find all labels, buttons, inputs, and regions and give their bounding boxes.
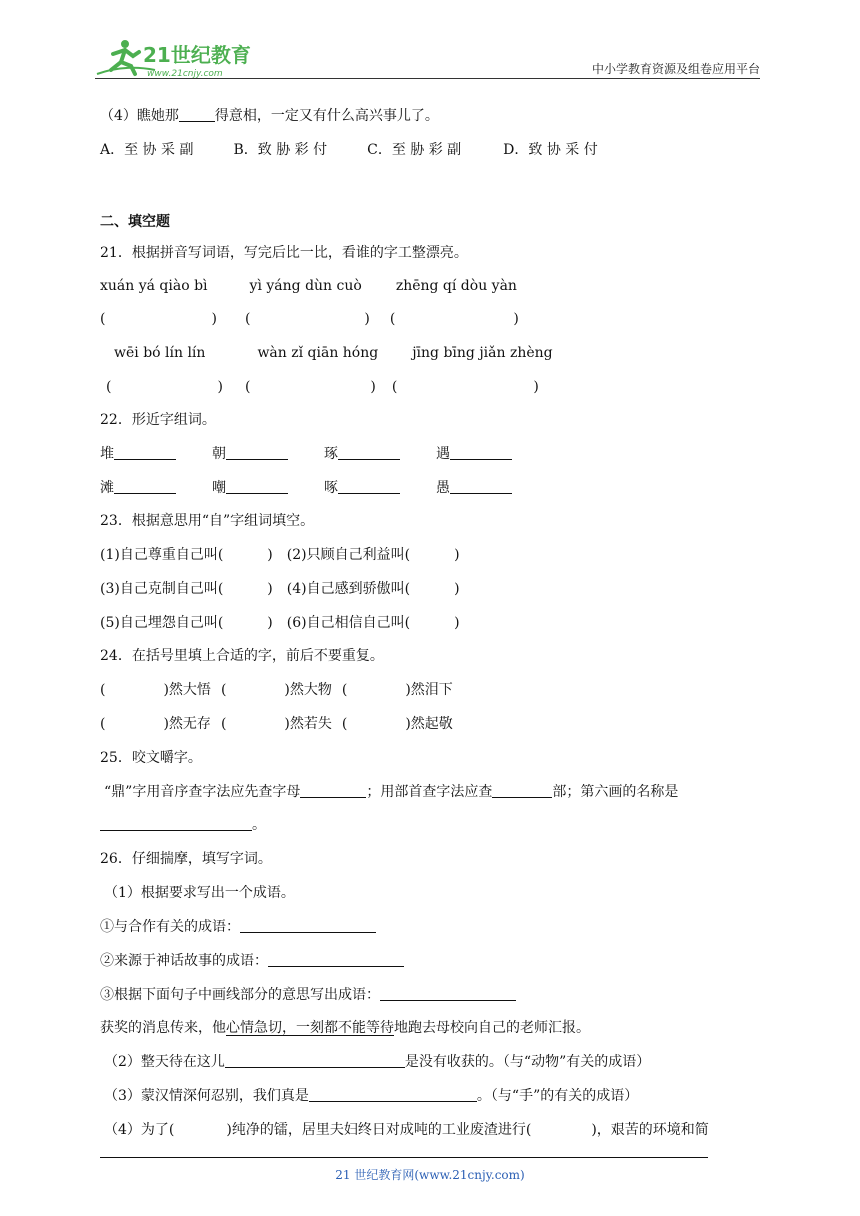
q25-body-end: 。 <box>100 816 266 834</box>
svg-text:www.21cnjy.com: www.21cnjy.com <box>147 69 223 79</box>
q26-sub-3: （3）蒙汉情深何忍别，我们真是 。（与“手”的有关的成语） <box>104 1088 639 1104</box>
q26-item-c: ③根据下面句子中画线部分的意思写出成语： <box>100 986 516 1004</box>
question-21: 21．根据拼音写词语，写完后比一比，看谁的字工整漂亮。 <box>100 245 468 261</box>
answer-blank[interactable] <box>380 986 516 1001</box>
question-22: 22．形近字组词。 <box>100 412 216 428</box>
answer-row-2[interactable]: ( ) ( ) ( ) <box>106 379 539 395</box>
q23-row-1: (1)自己尊重自己叫( ) (2)只顾自己利益叫( ) <box>100 547 460 563</box>
q26-item-a: ①与合作有关的成语： <box>100 918 376 936</box>
question-20-4: （4）瞧她那 得意相，一定又有什么高兴事儿了。 <box>100 108 439 124</box>
question-24: 24．在括号里填上合适的字，前后不要重复。 <box>100 648 384 664</box>
site-logo <box>95 36 265 80</box>
similar-chars-row-1: 堆 朝 琢 遇 <box>100 445 512 463</box>
question-26: 26．仔细揣摩，填写字词。 <box>100 851 272 867</box>
platform-name: 中小学教育资源及组卷应用平台 <box>591 62 760 76</box>
answer-blank[interactable] <box>300 783 366 798</box>
header-divider <box>95 78 760 79</box>
svg-text:21世纪教育: 21世纪教育 <box>143 43 251 67</box>
answer-blank[interactable] <box>114 445 176 460</box>
option-b[interactable]: B．致 胁 彩 付 <box>233 142 328 158</box>
section-title: 二、填空题 <box>100 214 170 230</box>
option-c[interactable]: C．至 胁 彩 副 <box>367 142 462 158</box>
q25-body: “鼎”字用音序查字法应先查字母 ；用部首查字法应查 部；第六画的名称是 <box>104 784 679 800</box>
answer-blank[interactable] <box>114 479 176 494</box>
pinyin-row-2: wēi bó lín lín wàn zǐ qiān hóng jīng bīng jiǎn zhèng <box>114 345 553 361</box>
option-a[interactable]: A．至 协 采 副 <box>100 142 194 158</box>
answer-blank[interactable] <box>450 479 512 494</box>
footer-link[interactable]: 21 世纪教育网(www.21cnjy.com) <box>335 1168 525 1182</box>
question-20-options <box>100 141 598 159</box>
footer-divider <box>100 1157 708 1158</box>
answer-blank[interactable] <box>338 479 400 494</box>
q23-row-3: (5)自己埋怨自己叫( ) (6)自己相信自己叫( ) <box>100 615 460 631</box>
answer-blank[interactable] <box>492 783 552 798</box>
similar-chars-row-2: 滩 嘲 啄 愚 <box>100 479 512 497</box>
q26-sub-1: （1）根据要求写出一个成语。 <box>104 885 295 901</box>
answer-row-1[interactable]: ( ) ( ) ( ) <box>100 311 519 327</box>
page-header <box>95 36 760 80</box>
q23-row-2: (3)自己克制自己叫( ) (4)自己感到骄傲叫( ) <box>100 581 460 597</box>
answer-blank[interactable] <box>225 1053 405 1068</box>
question-23: 23．根据意思用“自”字组词填空。 <box>100 513 315 529</box>
q26-sub-2: （2）整天待在这儿 是没有收获的。（与“动物”有关的成语） <box>104 1054 651 1070</box>
answer-blank[interactable] <box>226 445 288 460</box>
answer-blank[interactable] <box>100 816 252 831</box>
q24-row-1: ( )然大悟 ( )然大物 ( )然泪下 <box>100 682 453 698</box>
answer-blank[interactable] <box>226 479 288 494</box>
q26-sentence: 获奖的消息传来，他心情急切，一刻都不能等待地跑去母校向自己的老师汇报。 <box>100 1020 590 1036</box>
question-25: 25．咬文嚼字。 <box>100 750 202 766</box>
pinyin-row-1: xuán yá qiào bì yì yáng dùn cuò zhēng qí dòu yàn <box>100 278 517 294</box>
underlined-phrase: 心情急切，一刻都不能等待 <box>226 1020 394 1036</box>
q24-row-2: ( )然无存 ( )然若失 ( )然起敬 <box>100 716 453 732</box>
option-d[interactable]: D．致 协 采 付 <box>503 142 598 158</box>
answer-blank[interactable] <box>179 107 215 122</box>
answer-blank[interactable] <box>338 445 400 460</box>
answer-blank[interactable] <box>240 918 376 933</box>
q26-sub-4: （4）为了( )纯净的镭，居里夫妇终日对成吨的工业废渣进行( )，艰苦的环境和简 <box>104 1122 709 1138</box>
answer-blank[interactable] <box>450 445 512 460</box>
q26-item-b: ②来源于神话故事的成语： <box>100 952 404 970</box>
answer-blank[interactable] <box>268 952 404 967</box>
answer-blank[interactable] <box>309 1087 477 1102</box>
